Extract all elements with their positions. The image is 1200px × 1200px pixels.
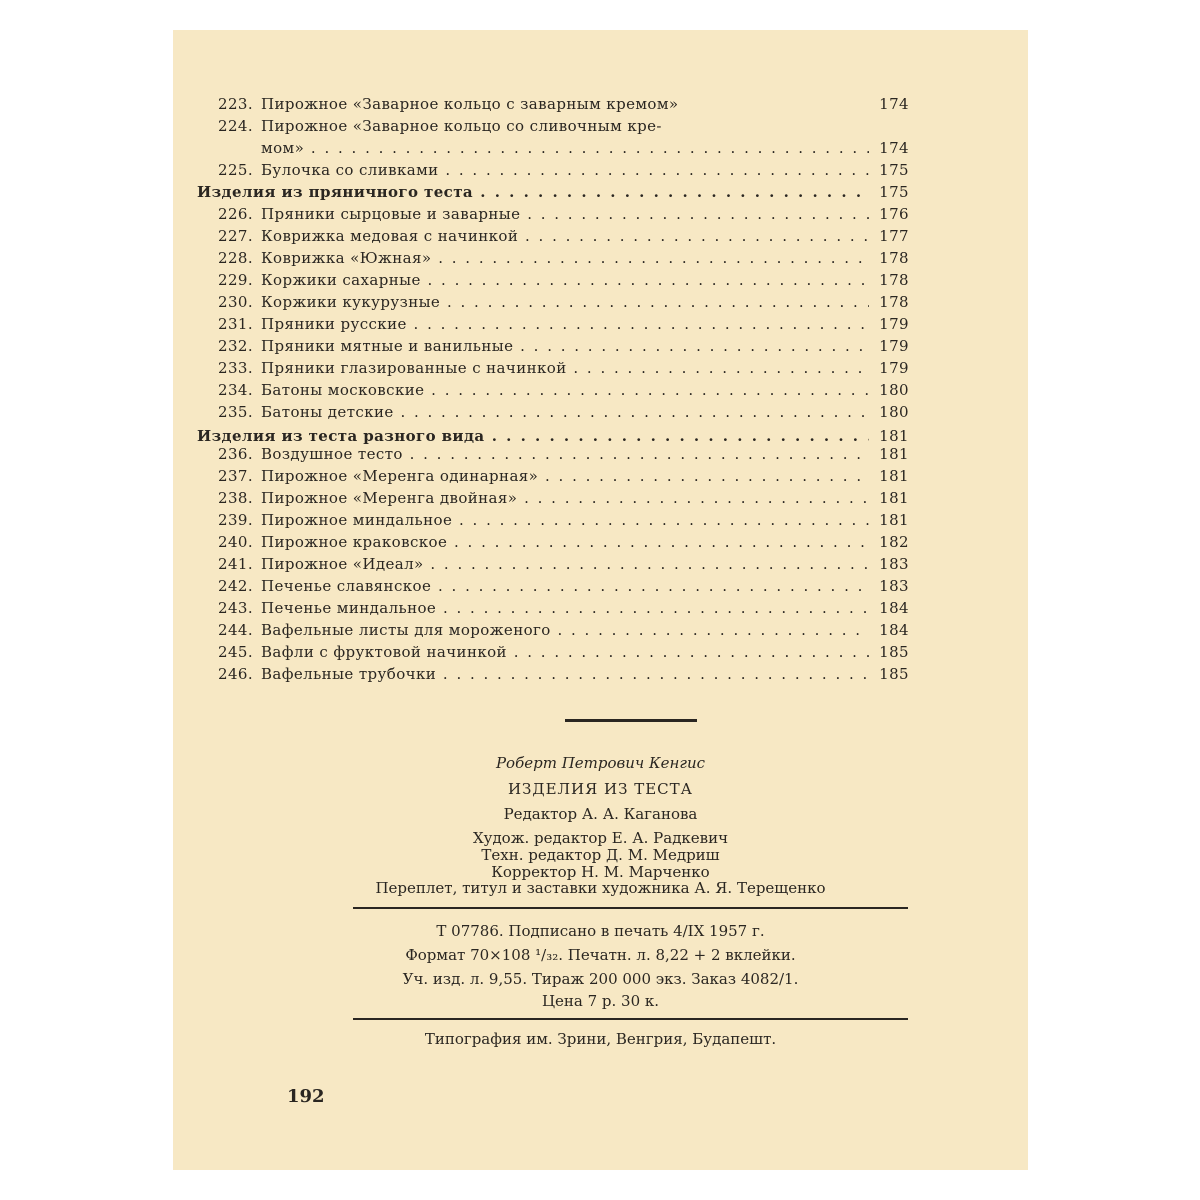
tech-editor-line: Техн. редактор Д. М. Медриш: [481, 846, 720, 864]
divider-upper: [353, 907, 908, 909]
toc-entry-title: Пирожное «Идеал» . . .: [261, 553, 869, 575]
toc-page-number: 180: [879, 381, 909, 399]
toc-entry: [197, 379, 917, 401]
toc-entry-title: Пряники мятные и ванильные . . .: [261, 335, 869, 357]
toc-page-number: 181: [879, 511, 909, 529]
toc-page-number: 177: [879, 227, 909, 245]
print-info-line-2: Формат 70×108 ¹/₃₂. Печатн. л. 8,22 + 2 вклейки.: [405, 946, 796, 964]
toc-entry: [197, 203, 917, 225]
toc-page-number: 174: [879, 95, 909, 113]
toc-entry-number: 224.: [218, 117, 253, 135]
toc-entry-number: 239.: [218, 511, 253, 529]
toc-entry-number: 240.: [218, 533, 253, 551]
toc-page-number: 178: [879, 271, 909, 289]
toc-entry-number: 230.: [218, 293, 253, 311]
toc-page-number: 179: [879, 337, 909, 355]
toc-entry: [197, 663, 917, 685]
toc-entry-title: Пряники сырцовые и заварные . . .: [261, 203, 869, 225]
toc-entry-title: Пирожное «Меренга одинарная» . . .: [261, 465, 869, 487]
toc-entry-number: 223.: [218, 95, 253, 113]
toc-entry: [197, 531, 917, 553]
toc-page-number: 181: [879, 467, 909, 485]
toc-entry: [197, 291, 917, 313]
toc-page-number: 174: [879, 139, 909, 157]
toc-entry-title: Вафельные листы для мороженого . . .: [261, 619, 869, 641]
section-title: Изделия из пряничного теста . . .: [197, 181, 869, 203]
toc-entry-title: Булочка со сливками . . .: [261, 159, 869, 181]
toc-entry-title: Батоны московские . . .: [261, 379, 869, 401]
toc-entry: [197, 401, 917, 423]
toc-entry-title: Пирожное «Меренга двойная» . . .: [261, 487, 869, 509]
toc-entry: [197, 115, 917, 137]
print-info-line-1: Т 07786. Подписано в печать 4/IX 1957 г.: [436, 922, 765, 940]
toc-entry-number: 241.: [218, 555, 253, 573]
print-info-line-3: Уч. изд. л. 9,55. Тираж 200 000 экз. Заказ 4082/1.: [402, 970, 799, 988]
toc-entry-number: 246.: [218, 665, 253, 683]
toc-entry: [197, 93, 917, 115]
toc-entry-number: 234.: [218, 381, 253, 399]
price-line: Цена 7 р. 30 к.: [541, 992, 660, 1010]
toc-page-number: 181: [879, 445, 909, 463]
toc-page-number: 180: [879, 403, 909, 421]
toc-page-number: 182: [879, 533, 909, 551]
toc-entry: [197, 553, 917, 575]
toc-entry: [197, 465, 917, 487]
toc-entry-title: Вафли с фруктовой начинкой . . .: [261, 641, 869, 663]
toc-entry-number: 237.: [218, 467, 253, 485]
toc-entry-title: Коржики сахарные . . .: [261, 269, 869, 291]
toc-entry-number: 236.: [218, 445, 253, 463]
toc-entry: [197, 443, 917, 465]
toc-entry-number: 225.: [218, 161, 253, 179]
toc-entry: [197, 225, 917, 247]
toc-entry-number: 226.: [218, 205, 253, 223]
toc-page-number: 181: [879, 489, 909, 507]
toc-page-number: 185: [879, 643, 909, 661]
toc-entry-title: Пряники русские . . .: [261, 313, 869, 335]
toc-entry: [197, 641, 917, 663]
toc-page-number: 183: [879, 555, 909, 573]
toc-page-number: 176: [879, 205, 909, 223]
toc-entry-title: Батоны детские . . .: [261, 401, 869, 423]
toc-entry: [197, 575, 917, 597]
toc-entry-title: Пирожное «Заварное кольцо со сливочным кре-: [261, 117, 662, 135]
toc-entry-title: Печенье миндальное . . .: [261, 597, 869, 619]
toc-page-number: 181: [879, 427, 909, 445]
toc-entry-number: 231.: [218, 315, 253, 333]
toc-entry-title: Коврижка «Южная» . . .: [261, 247, 869, 269]
toc-page-number: 179: [879, 315, 909, 333]
editor-line: Редактор А. А. Каганова: [503, 805, 698, 823]
toc-entry-title: мом» . . .: [261, 137, 869, 159]
toc-entry-number: 228.: [218, 249, 253, 267]
toc-page-number: 178: [879, 249, 909, 267]
toc-entry-title: Пряники глазированные с начинкой . . .: [261, 357, 869, 379]
toc-section-heading: [197, 181, 917, 203]
toc-entry: [197, 137, 917, 159]
toc-entry-number: 243.: [218, 599, 253, 617]
toc-entry-number: 232.: [218, 337, 253, 355]
toc-page-number: 179: [879, 359, 909, 377]
toc-entry: [197, 597, 917, 619]
toc-entry: [197, 335, 917, 357]
toc-entry: [197, 509, 917, 531]
toc-entry-title: Воздушное тесто . . .: [261, 443, 869, 465]
toc-entry-number: 229.: [218, 271, 253, 289]
proofreader-line: Корректор Н. М. Марченко: [491, 863, 710, 881]
toc-page-number: 184: [879, 621, 909, 639]
toc-entry-number: 244.: [218, 621, 253, 639]
toc-entry-number: 238.: [218, 489, 253, 507]
toc-entry: [197, 247, 917, 269]
divider-lower: [353, 1018, 908, 1020]
section-title: Изделия из теста разного вида . . .: [197, 425, 869, 447]
toc-entry-number: 227.: [218, 227, 253, 245]
toc-entry: [197, 357, 917, 379]
art-editor-line: Худож. редактор Е. А. Радкевич: [472, 829, 729, 847]
toc-entry: [197, 159, 917, 181]
toc-entry: [197, 269, 917, 291]
toc-entry-title: Пирожное краковское . . .: [261, 531, 869, 553]
decorative-divider: [565, 719, 697, 722]
toc-page-number: 184: [879, 599, 909, 617]
toc-page-number: 183: [879, 577, 909, 595]
toc-entry-number: 233.: [218, 359, 253, 377]
toc-page-number: 185: [879, 665, 909, 683]
toc-page-number: 178: [879, 293, 909, 311]
toc-entry-title: Печенье славянское . . .: [261, 575, 869, 597]
author-name: Роберт Петрович Кенгис: [495, 754, 706, 772]
toc-page-number: 175: [879, 161, 909, 179]
toc-entry-title: Пирожное миндальное . . .: [261, 509, 869, 531]
toc-entry: [197, 313, 917, 335]
toc-entry-number: 235.: [218, 403, 253, 421]
toc-entry-number: 242.: [218, 577, 253, 595]
toc-entry-title: Коржики кукурузные . . .: [261, 291, 869, 313]
toc-entry-title: Коврижка медовая с начинкой . . .: [261, 225, 869, 247]
toc-page-number: 175: [879, 183, 909, 201]
toc-entry-title: Пирожное «Заварное кольцо с заварным кремом»: [261, 95, 679, 113]
printer-line: Типография им. Зрини, Венгрия, Будапешт.: [424, 1030, 777, 1048]
toc-entry: [197, 487, 917, 509]
page-number: 192: [287, 1086, 325, 1107]
toc-entry-number: 245.: [218, 643, 253, 661]
binding-credit-line: Переплет, титул и заставки художника А. Я. Терещенко: [375, 879, 826, 897]
toc-entry-title: Вафельные трубочки . . .: [261, 663, 869, 685]
book-title: ИЗДЕЛИЯ ИЗ ТЕСТА: [507, 780, 694, 798]
toc-entry: [197, 619, 917, 641]
